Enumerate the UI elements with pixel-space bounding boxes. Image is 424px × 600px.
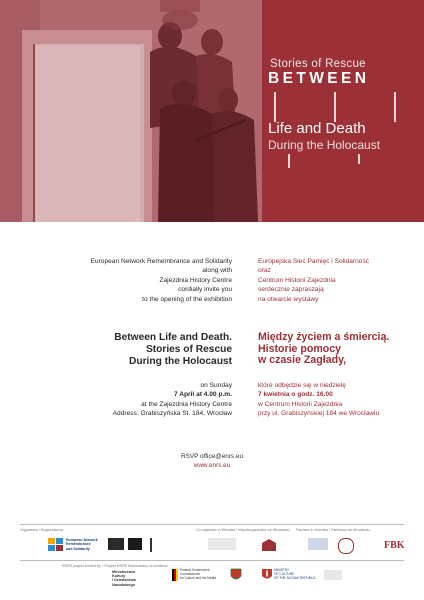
title-during-holocaust: During the Holocaust [268, 138, 381, 152]
ministry-text: OF THE SLOVAK REPUBLIC [274, 576, 316, 580]
niepodlegla-text: i Dziedzictwa [112, 578, 136, 583]
coorganiser-label: Co-organiser in Wrocław / Współorganizator we Wrocławiu: [196, 528, 291, 532]
silent-heroes-logo [150, 538, 174, 552]
header-banner [0, 0, 424, 222]
footer-logos [0, 524, 424, 600]
slovak-crest-icon [262, 569, 272, 581]
en-detail-address: Address: Grabiszyńska St. 184, Wrocław [112, 410, 232, 418]
footer-divider-bottom [20, 560, 404, 561]
pl-heading-line: Historie pomocy [258, 342, 342, 355]
pl-intro-line: oraz [258, 267, 271, 275]
pl-intro-line: serdecznie zapraszają [258, 286, 324, 294]
german-gov-text: Federal Government [180, 568, 210, 572]
rsvp-email[interactable]: RSVP office@enrs.eu [180, 453, 244, 460]
pl-intro-line: Europejska Sieć Pamięć i Solidarność [258, 258, 370, 265]
german-gov-text: for Culture and the Media [180, 576, 216, 580]
pl-detail-address: przy ul. Grabiszyńskiej 184 we Wrocławiu [258, 410, 380, 418]
partner-logo-round [338, 538, 354, 554]
niepodlegla-logo [112, 570, 136, 587]
partner-logo-blue [308, 538, 328, 550]
partner-logo-dark [108, 538, 124, 550]
pl-intro-line: Centrum Historii Zajezdnia [258, 276, 336, 284]
pl-heading-line: Między życiem a śmiercią. [258, 331, 390, 343]
niepodlegla-text: Ministerstwo [112, 570, 136, 574]
rsvp-website[interactable]: www.enrs.eu [193, 462, 231, 469]
pl-detail-line: które odbędzie się w niedzielę [258, 382, 346, 389]
pl-detail-date: 7 kwietnia o godz. 16.00 [258, 391, 333, 399]
enrs-mark-icon [48, 538, 64, 552]
title-rule-4 [288, 154, 290, 168]
en-detail-date: 7 April at 4.00 p.m. [173, 391, 232, 399]
crest-icon [230, 568, 242, 582]
fbk-logo: FBK [384, 540, 405, 551]
funded-label: ENRS project funded by: / Projekt ESPiS finansowany ze środków: [62, 564, 169, 568]
ministry-text: OF CULTURE [274, 572, 295, 576]
enrs-logo-text: and Solidarity [66, 546, 90, 551]
niepodlegla-text: Kultury [112, 574, 126, 579]
polish-heading [258, 332, 389, 367]
en-detail-line: at the Zajezdnia History Centre [141, 400, 232, 408]
pl-detail-line: w Centrum Historii Zajezdnia [258, 400, 343, 408]
historical-photo [0, 0, 262, 222]
title-stories: Stories of Rescue [270, 58, 366, 70]
polish-details [258, 381, 379, 419]
en-heading-line: During the Holocaust [128, 355, 232, 367]
slovak-ministry-logo [262, 568, 316, 586]
title-life-and-death: Life and Death [268, 120, 366, 137]
funder-logo-grey [324, 570, 342, 580]
enrs-logo [48, 538, 98, 557]
title-rule-1 [274, 92, 276, 122]
en-heading-line: Stories of Rescue [145, 343, 232, 355]
hungary-logo [230, 568, 242, 587]
enrs-logo-text: European Network [66, 538, 98, 542]
en-intro-line: European Network Remembrance and Solidarity [90, 258, 232, 265]
zajezdnia-logo [262, 538, 276, 556]
pl-intro-line: na otwarcie wystawy [258, 295, 319, 303]
title-rule-3 [394, 92, 396, 122]
niepodlegla-text: Narodowego [112, 582, 135, 587]
building-icon [262, 539, 276, 551]
english-heading [114, 332, 232, 367]
en-intro-line: to the opening of the exhibition [142, 295, 232, 303]
enrs-logo-text: Remembrance [66, 542, 91, 547]
en-heading-line: Between Life and Death. [114, 332, 232, 343]
organisers-label: Organisers / Organizatorzy: [20, 528, 64, 532]
pl-heading-line: w czasie Zagłady, [258, 354, 347, 367]
en-intro-line: along with [202, 267, 232, 275]
partner-logo-black [128, 538, 142, 550]
footer-divider-top [20, 524, 404, 525]
title-rule-2 [334, 92, 336, 122]
photo-illustration [0, 0, 262, 222]
title-between: BETWEEN [268, 70, 370, 87]
partners-label: Partners in Wrocław / Partnerzy we Wrocławiu: [296, 528, 371, 532]
en-detail-line: on Sunday [200, 382, 232, 389]
german-gov-logo [172, 568, 216, 586]
rsvp-block [0, 452, 424, 470]
en-intro-line: Zajezdnia History Centre [159, 276, 232, 284]
german-gov-text: Commissioner [180, 572, 201, 576]
coorganiser-logo-1 [208, 538, 236, 550]
english-details [113, 381, 232, 419]
ministry-text: MINISTRY [274, 568, 290, 572]
title-rule-5 [358, 154, 360, 164]
english-intro [91, 257, 232, 304]
polish-intro [258, 257, 369, 304]
en-intro-line: cordially invite you [178, 286, 232, 294]
german-flag-icon [172, 569, 178, 581]
